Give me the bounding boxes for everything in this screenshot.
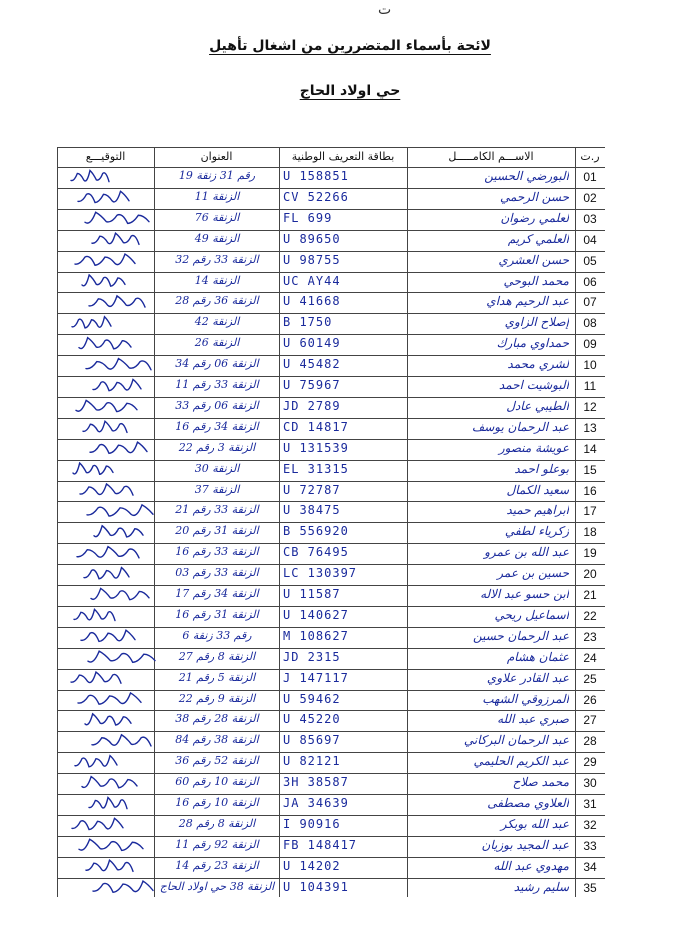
row-number: 06 — [583, 274, 597, 289]
national-id-number: U 72787 — [283, 482, 341, 497]
person-address: الزنقة 06 رقم 34 — [175, 357, 259, 371]
row-number: 29 — [583, 755, 597, 770]
national-id-number: U 131539 — [283, 440, 349, 455]
national-id-number: B 556920 — [283, 524, 349, 539]
person-address: الزنقة 33 رقم 03 — [175, 566, 259, 580]
national-id-number: B 1750 — [283, 315, 333, 330]
row-number: 23 — [583, 629, 597, 644]
row-number: 10 — [583, 358, 597, 373]
row-number: 30 — [583, 776, 597, 791]
national-id-number: U 89650 — [283, 231, 341, 246]
person-address: الزنقة 14 — [194, 273, 240, 287]
person-name: بوعلو احمد — [514, 461, 569, 476]
person-name: العلمي كريم — [507, 231, 569, 246]
person-name: عبد الله بن عمرو — [484, 545, 569, 560]
row-number: 22 — [583, 608, 597, 623]
person-name: اسماعيل ريحي — [494, 607, 569, 622]
row-number: 20 — [583, 567, 597, 582]
national-id-number: JD 2315 — [283, 649, 341, 664]
row-number: 13 — [583, 420, 597, 435]
person-name: صبري عبد الله — [497, 712, 569, 727]
row-number: 09 — [583, 337, 597, 352]
person-address: الزنقة 8 رقم 28 — [178, 816, 256, 830]
person-address: الزنقة 37 — [194, 482, 240, 496]
person-address: الزنقة 38 رقم 84 — [175, 733, 259, 747]
person-name: ابن حسو عبد الاله — [480, 587, 569, 601]
row-number: 35 — [583, 880, 597, 895]
person-address: الزنقة 33 رقم 32 — [175, 252, 259, 266]
person-address: الزنقة 06 رقم 33 — [175, 398, 259, 412]
person-name: لعلمي رضوان — [500, 210, 569, 225]
person-address: الزنقة 34 رقم 16 — [175, 419, 259, 433]
national-id-number: CV 52266 — [283, 189, 349, 204]
row-number: 04 — [583, 232, 597, 247]
row-number: 11 — [583, 379, 597, 393]
person-address: رقم 31 زنقة 19 — [178, 169, 256, 182]
person-name: زكرياء لطفي — [504, 524, 569, 539]
header-national-id: بطاقة التعريف الوطنية — [291, 150, 395, 163]
header-address: العنوان — [200, 150, 233, 163]
person-address: الزنقة 36 رقم 28 — [175, 294, 259, 308]
national-id-number: U 45220 — [283, 712, 341, 727]
row-number: 21 — [583, 588, 597, 602]
person-address: الزنقة 26 — [194, 336, 240, 350]
person-address: الزنقة 49 — [194, 231, 240, 245]
person-address: الزنقة 42 — [194, 315, 240, 329]
national-id-number: U 104391 — [283, 879, 349, 894]
national-id-number: J 147117 — [283, 670, 349, 685]
person-name: الطيبي عادل — [506, 398, 569, 413]
person-name: عبد الكريم الحليمي — [473, 754, 569, 769]
row-number: 15 — [583, 462, 597, 477]
person-name: عبد الله بوبكر — [500, 816, 569, 831]
national-id-number: EL 31315 — [283, 461, 349, 476]
person-name: عبد الرحمان البركاني — [463, 733, 569, 748]
row-number: 03 — [583, 211, 597, 226]
person-address: الزنقة 30 — [194, 461, 240, 475]
national-id-number: JD 2789 — [283, 398, 341, 413]
national-id-number: U 75967 — [283, 378, 341, 392]
document-subtitle: حي اولاد الحاج — [299, 83, 401, 99]
national-id-number: M 108627 — [283, 628, 349, 643]
row-number: 26 — [583, 692, 597, 707]
person-address: الزنقة 10 رقم 16 — [175, 796, 259, 809]
person-address: الزنقة 33 رقم 11 — [175, 378, 259, 391]
national-id-number: FL 699 — [283, 210, 333, 225]
person-name: سليم رشيد — [513, 879, 569, 894]
national-id-number: U 41668 — [283, 294, 341, 309]
row-number: 18 — [583, 525, 597, 540]
row-number: 25 — [583, 671, 597, 686]
national-id-number: JA 34639 — [283, 796, 349, 810]
national-id-number: U 38475 — [283, 503, 341, 518]
row-number: 33 — [583, 838, 597, 853]
row-number: 16 — [583, 483, 597, 498]
person-address: الزنقة 31 رقم 20 — [175, 524, 259, 538]
national-id-number: I 90916 — [283, 816, 341, 831]
national-id-number: CD 14817 — [283, 419, 349, 434]
national-id-number: U 158851 — [283, 169, 349, 183]
person-name: عثمان هشام — [506, 649, 569, 664]
person-name: عويشة منصور — [498, 440, 569, 455]
person-name: مهدوي عبد الله — [493, 858, 569, 873]
person-address: الزنقة 10 رقم 60 — [175, 775, 259, 789]
national-id-number: U 85697 — [283, 733, 341, 748]
person-address: الزنقة 34 رقم 17 — [175, 587, 259, 600]
document-title: لائحة بأسماء المتضررين من اشغال تأهيل — [209, 38, 491, 54]
victims-table — [57, 147, 605, 897]
person-name: العلاوي مصطفى — [487, 796, 569, 810]
person-name: المرزوقي الشهب — [482, 691, 569, 706]
person-name: ابراهيم حميد — [506, 503, 569, 518]
person-address: الزنقة 28 رقم 38 — [175, 712, 259, 726]
national-id-number: U 59462 — [283, 691, 341, 706]
person-address: رقم 33 زنقة 6 — [182, 628, 252, 642]
row-number: 14 — [583, 441, 597, 456]
row-number: 19 — [583, 546, 597, 561]
row-number: 32 — [583, 817, 597, 832]
national-id-number: U 45482 — [283, 357, 341, 372]
person-name: لشري محمد — [507, 357, 569, 372]
person-name: عبد الرحمان يوسف — [471, 419, 569, 434]
national-id-number: U 98755 — [283, 252, 341, 267]
national-id-number: UC AY44 — [283, 273, 341, 288]
person-address: الزنقة 76 — [194, 210, 240, 224]
national-id-number: U 11587 — [283, 587, 341, 601]
row-number: 17 — [583, 504, 597, 519]
person-name: حمداوي مبارك — [496, 336, 569, 351]
person-name: حسن الرحمي — [499, 189, 569, 204]
person-address: الزنقة 38 حي اولاد الحاج — [159, 879, 275, 893]
row-number: 05 — [583, 253, 597, 268]
person-name: سعيد الكمال — [506, 482, 569, 497]
national-id-number: U 14202 — [283, 858, 341, 873]
person-name: عبد القادر علاوي — [486, 670, 569, 685]
national-id-number: 3H 38587 — [283, 775, 349, 790]
row-number: 24 — [583, 650, 597, 665]
person-address: الزنقة 33 رقم 21 — [175, 503, 259, 517]
page-mark: ت — [378, 2, 392, 18]
national-id-number: CB 76495 — [283, 545, 349, 560]
person-address: الزنقة 5 رقم 21 — [178, 670, 256, 684]
person-name: حسين بن عمر — [497, 566, 569, 581]
person-address: الزنقة 23 رقم 14 — [175, 858, 259, 872]
person-name: محمد صلاح — [512, 775, 569, 790]
person-address: الزنقة 8 رقم 27 — [178, 649, 256, 663]
person-name: محمد البوحي — [503, 273, 569, 288]
row-number: 02 — [583, 190, 597, 205]
person-name: حسن العشري — [498, 252, 569, 267]
national-id-number: U 140627 — [283, 607, 349, 622]
row-number: 12 — [583, 399, 597, 414]
person-address: الزنقة 92 رقم 11 — [175, 837, 259, 851]
person-name: البورضي الحسين — [484, 169, 569, 183]
row-number: 28 — [583, 734, 597, 749]
row-number: 31 — [583, 797, 597, 811]
person-address: الزنقة 11 — [194, 189, 240, 203]
row-number: 27 — [583, 713, 597, 728]
national-id-number: FB 148417 — [283, 837, 358, 852]
person-name: عبد الرحيم هداي — [486, 294, 569, 309]
person-name: إصلاح الزاوي — [504, 315, 569, 330]
person-address: الزنقة 9 رقم 22 — [178, 691, 256, 705]
header-signature: التوقيـــع — [85, 150, 126, 163]
row-number: 01 — [583, 170, 597, 184]
person-address: الزنقة 33 رقم 16 — [175, 545, 259, 559]
row-number: 08 — [583, 316, 597, 331]
person-address: الزنقة 31 رقم 16 — [175, 607, 259, 621]
header-full-name: الاســـم الكامـــــل — [448, 150, 534, 163]
person-address: الزنقة 52 رقم 36 — [175, 754, 259, 768]
national-id-number: LC 130397 — [283, 566, 358, 581]
person-address: الزنقة 3 رقم 22 — [178, 440, 256, 454]
row-number: 07 — [583, 295, 597, 310]
person-name: عبد المجيد بوزيان — [481, 837, 569, 852]
header-number: ر.ت — [580, 150, 600, 163]
person-name: عبد الرحمان حسين — [472, 628, 569, 643]
person-name: البوشيت احمد — [498, 378, 569, 392]
national-id-number: U 60149 — [283, 336, 341, 351]
row-number: 34 — [583, 859, 597, 874]
national-id-number: U 82121 — [283, 754, 341, 769]
